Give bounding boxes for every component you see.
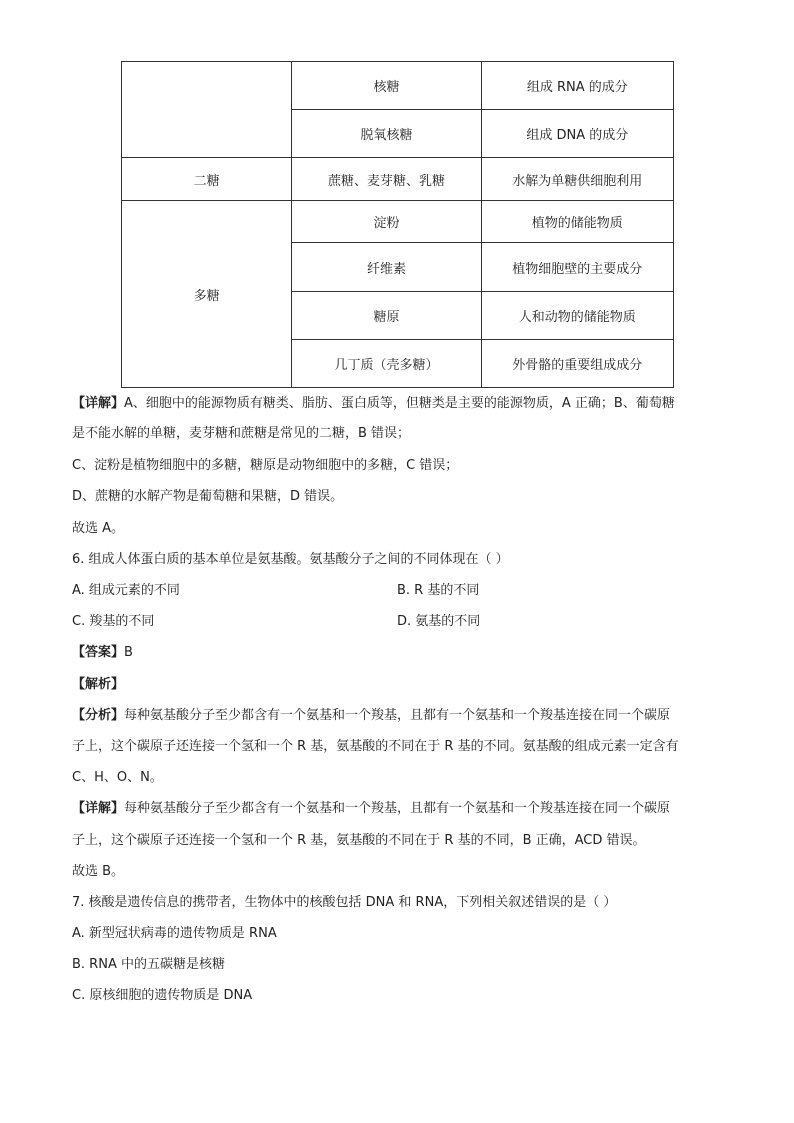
q6-fenxi-line-2: 子上，这个碳原子还连接一个氢和一个 R 基，氨基酸的不同在于 R 基的不同。氨基酸的组成元素一定含有 [72, 739, 679, 754]
table-cell-function: 组成 DNA 的成分 [481, 110, 673, 158]
detail-text: A、细胞中的能源物质有糖类、脂肪、蛋白质等，但糖类是主要的能源物质，A 正确；B、葡萄糖 [124, 396, 675, 411]
q6-fenxi-line-3: C、H、O、N。 [72, 770, 163, 785]
detail-tag: 【详解】 [72, 801, 125, 816]
q6-detail-line-2: 子上，这个碳原子还连接一个氢和一个 R 基，氨基酸的不同在于 R 基的不同，B 正确，ACD 错误。 [72, 833, 646, 848]
q5-detail-line-3: C、淀粉是植物细胞中的多糖，糖原是动物细胞中的多糖，C 错误； [72, 458, 459, 473]
table-cell-type: 几丁质（壳多糖） [292, 340, 481, 388]
q7-option-b: B. RNA 中的五碳糖是核糖 [72, 957, 225, 972]
table-row [122, 62, 674, 110]
table-cell-function: 植物的储能物质 [481, 201, 673, 243]
table-cell-function: 人和动物的储能物质 [481, 292, 673, 340]
table-cell-type: 糖原 [292, 292, 481, 340]
sugar-table [121, 61, 674, 388]
q6-fenxi-line-1 [72, 708, 670, 724]
table-cell-type: 核糖 [292, 62, 481, 110]
q5-conclusion: 故选 A。 [72, 521, 125, 536]
q6-stem: 6. 组成人体蛋白质的基本单位是氨基酸。氨基酸分子之间的不同体现在（ ） [72, 552, 509, 567]
table-cell-type: 蔗糖、麦芽糖、乳糖 [292, 158, 481, 201]
table-cell-function: 水解为单糖供细胞利用 [481, 158, 673, 201]
q6-answer [72, 645, 133, 661]
q6-detail-line-1 [72, 801, 670, 817]
q7-option-c: C. 原核细胞的遗传物质是 DNA [72, 988, 253, 1003]
q6-analysis-tag: 【解析】 [72, 677, 125, 692]
sugar-classification-table [121, 61, 674, 388]
q7-stem: 7. 核酸是遗传信息的携带者，生物体中的核酸包括 DNA 和 RNA，下列相关叙述错误的是（ ） [72, 895, 617, 910]
table-cell-function: 组成 RNA 的成分 [481, 62, 673, 110]
table-cell-category [122, 62, 292, 158]
fenxi-text: 每种氨基酸分子至少都含有一个氨基和一个羧基，且都有一个氨基和一个羧基连接在同一个碳原 [124, 708, 671, 723]
detail-text: 每种氨基酸分子至少都含有一个氨基和一个羧基，且都有一个氨基和一个羧基连接在同一个碳原 [124, 801, 671, 816]
table-cell-type: 纤维素 [292, 243, 481, 292]
q6-option-c: C. 羧基的不同 [72, 614, 155, 629]
q6-conclusion: 故选 B。 [72, 864, 125, 879]
table-row [122, 158, 674, 201]
table-cell-function: 外骨骼的重要组成成分 [481, 340, 673, 388]
table-cell-type: 淀粉 [292, 201, 481, 243]
table-cell-category: 多糖 [122, 201, 292, 388]
q5-detail-line-4: D、蔗糖的水解产物是葡萄糖和果糖，D 错误。 [72, 489, 344, 504]
answer-value: B [124, 645, 133, 660]
table-cell-function: 植物细胞壁的主要成分 [481, 243, 673, 292]
q7-option-a: A. 新型冠状病毒的遗传物质是 RNA [72, 926, 277, 941]
fenxi-tag: 【分析】 [72, 708, 125, 723]
table-cell-category: 二糖 [122, 158, 292, 201]
q5-detail-line-1 [72, 396, 675, 412]
q6-option-b: B. R 基的不同 [397, 583, 480, 598]
answer-tag: 【答案】 [72, 645, 125, 660]
table-cell-type: 脱氧核糖 [292, 110, 481, 158]
table-row [122, 201, 674, 243]
q6-option-a: A. 组成元素的不同 [72, 583, 180, 598]
q5-detail-line-2: 是不能水解的单糖，麦芽糖和蔗糖是常见的二糖，B 错误； [72, 426, 411, 441]
q6-option-d: D. 氨基的不同 [397, 614, 481, 629]
detail-tag: 【详解】 [72, 396, 125, 411]
